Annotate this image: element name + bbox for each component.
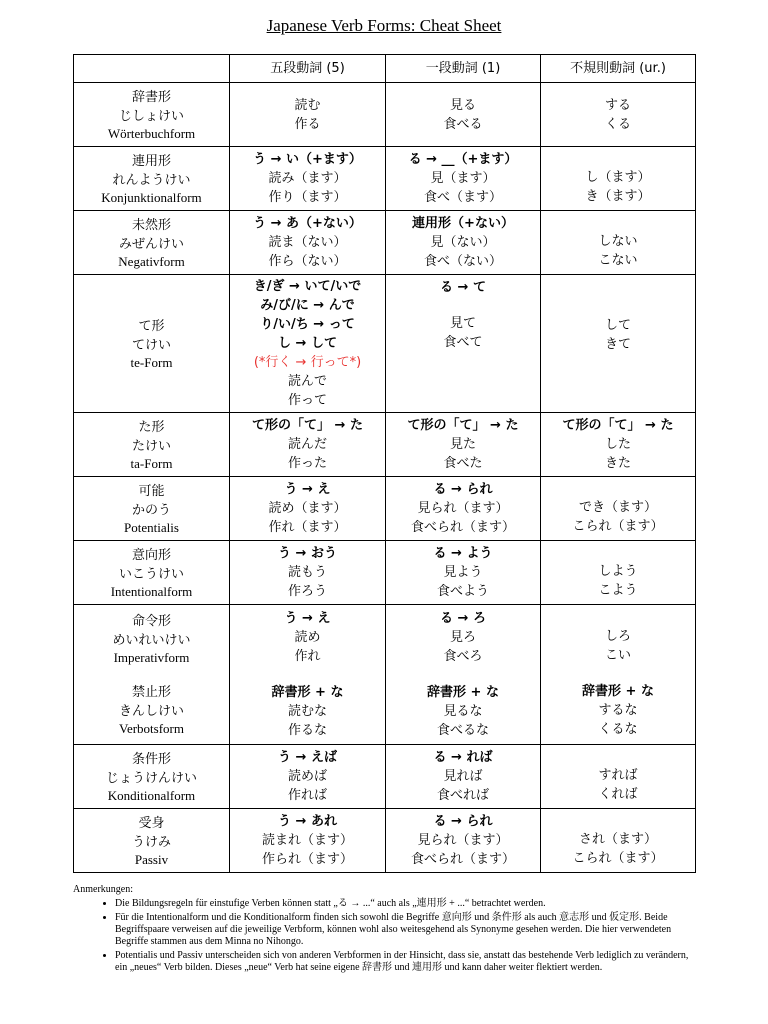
- ichidan-cell: 連用形（+ない） 見（ない） 食べ（ない）: [386, 211, 541, 275]
- row-header: 連用形 れんようけい Konjunktionalform: [74, 147, 230, 211]
- irregular-cell: する くる: [541, 83, 696, 147]
- notes-list: [73, 898, 697, 974]
- row-header: 未然形 みぜんけい Negativform: [74, 211, 230, 275]
- godan-cell: う → え 読め（ます） 作れ（ます）: [230, 477, 386, 541]
- godan-cell: て形の「て」 → た 読んだ 作った: [230, 413, 386, 477]
- row-header: 命令形 めいれいけい Imperativform 禁止形 きんしけい Verbotsform: [74, 605, 230, 745]
- ichidan-cell: て形の「て」 → た 見た 食べた: [386, 413, 541, 477]
- header-empty: [74, 55, 230, 83]
- godan-cell: き/ぎ → いて/いで み/び/に → んで り/い/ち → って し → して (*行く → 行って*) 読んで 作って: [230, 275, 386, 413]
- irregular-cell: すれば くれば: [541, 745, 696, 809]
- page-title: Japanese Verb Forms: Cheat Sheet: [266, 16, 502, 35]
- ichidan-cell: る → __（+ます） 見（ます） 食べ（ます）: [386, 147, 541, 211]
- irregular-cell: され（ます） こられ（ます）: [541, 809, 696, 873]
- irregular-cell: て形の「て」 → た した きた: [541, 413, 696, 477]
- header-godan: 五段動詞 (5): [230, 55, 386, 83]
- iku-exception-note: (*行く → 行って*): [253, 355, 362, 370]
- table-row: [74, 477, 696, 541]
- notes-section: [73, 884, 697, 976]
- header-irregular: 不規則動詞 (ur.): [541, 55, 696, 83]
- header-ichidan: 一段動詞 (1): [386, 55, 541, 83]
- godan-cell: う → あ（+ない） 読ま（ない） 作ら（ない）: [230, 211, 386, 275]
- godan-cell: う → え 読め 作れ 辞書形 + な 読むな 作るな: [230, 605, 386, 745]
- table-row: [74, 745, 696, 809]
- ichidan-cell: 見る 食べる: [386, 83, 541, 147]
- note-item: • Für die Intentionalform und die Konditionalform finden sich sowohl die Begriffe 意向形 und 条件形 als auch 意志形 und 仮定形. Beide Begriffspaare verweisen auf die jeweilige Verbform, können wohl also weitesgehend als Synonyme gesehen werden. Die hier verwendeten Begriffe stammen aus dem Minna no Nihongo.: [115, 912, 697, 948]
- godan-cell: う → あれ 読まれ（ます） 作られ（ます）: [230, 809, 386, 873]
- table-row: [74, 541, 696, 605]
- verb-forms-table: [73, 54, 696, 873]
- godan-cell: う → い（+ます） 読み（ます） 作り（ます）: [230, 147, 386, 211]
- irregular-cell: でき（ます） こられ（ます）: [541, 477, 696, 541]
- table-row: [74, 809, 696, 873]
- header-row: [74, 55, 696, 83]
- table-row: [74, 605, 696, 745]
- irregular-cell: しろ こい 辞書形 + な するな くるな: [541, 605, 696, 745]
- ichidan-cell: る → て 見て 食べて: [386, 275, 541, 413]
- godan-cell: 読む 作る: [230, 83, 386, 147]
- godan-cell: う → えば 読めば 作れば: [230, 745, 386, 809]
- irregular-cell: して きて: [541, 275, 696, 413]
- notes-title: Anmerkungen:: [73, 884, 133, 895]
- row-header: 辞書形 じしょけい Wörterbuchform: [74, 83, 230, 147]
- irregular-cell: しない こない: [541, 211, 696, 275]
- row-header: 意向形 いこうけい Intentionalform: [74, 541, 230, 605]
- table-row: [74, 211, 696, 275]
- godan-cell: う → おう 読もう 作ろう: [230, 541, 386, 605]
- ichidan-cell: る → よう 見よう 食べよう: [386, 541, 541, 605]
- ichidan-cell: る → られ 見られ（ます） 食べられ（ます）: [386, 809, 541, 873]
- row-header: 可能 かのう Potentialis: [74, 477, 230, 541]
- irregular-cell: しよう こよう: [541, 541, 696, 605]
- row-header: 受身 うけみ Passiv: [74, 809, 230, 873]
- table-row: [74, 275, 696, 413]
- note-item: • Die Bildungsregeln für einstufige Verben können statt „る → ...“ auch als „連用形 + ...“ betrachtet werden.: [115, 898, 697, 910]
- irregular-cell: し（ます） き（ます）: [541, 147, 696, 211]
- row-header: 条件形 じょうけんけい Konditionalform: [74, 745, 230, 809]
- table-row: [74, 413, 696, 477]
- note-item: • Potentialis und Passiv unterscheiden sich von anderen Verbformen in der Hinsicht, dass sie, anstatt das bestehende Verb lediglich zu verändern, ein „neues“ Verb bilden. Dieses „neue“ Verb hat seine eigene 辞書形 und 連用形 und kann daher weiter flektiert werden.: [115, 950, 697, 974]
- ichidan-cell: る → られ 見られ（ます） 食べられ（ます）: [386, 477, 541, 541]
- row-header: た形 たけい ta-Form: [74, 413, 230, 477]
- ichidan-cell: る → ろ 見ろ 食べろ 辞書形 + な 見るな 食べるな: [386, 605, 541, 745]
- table-row: [74, 147, 696, 211]
- table-row: [74, 83, 696, 147]
- ichidan-cell: る → れば 見れば 食べれば: [386, 745, 541, 809]
- row-header: て形 てけい te-Form: [74, 275, 230, 413]
